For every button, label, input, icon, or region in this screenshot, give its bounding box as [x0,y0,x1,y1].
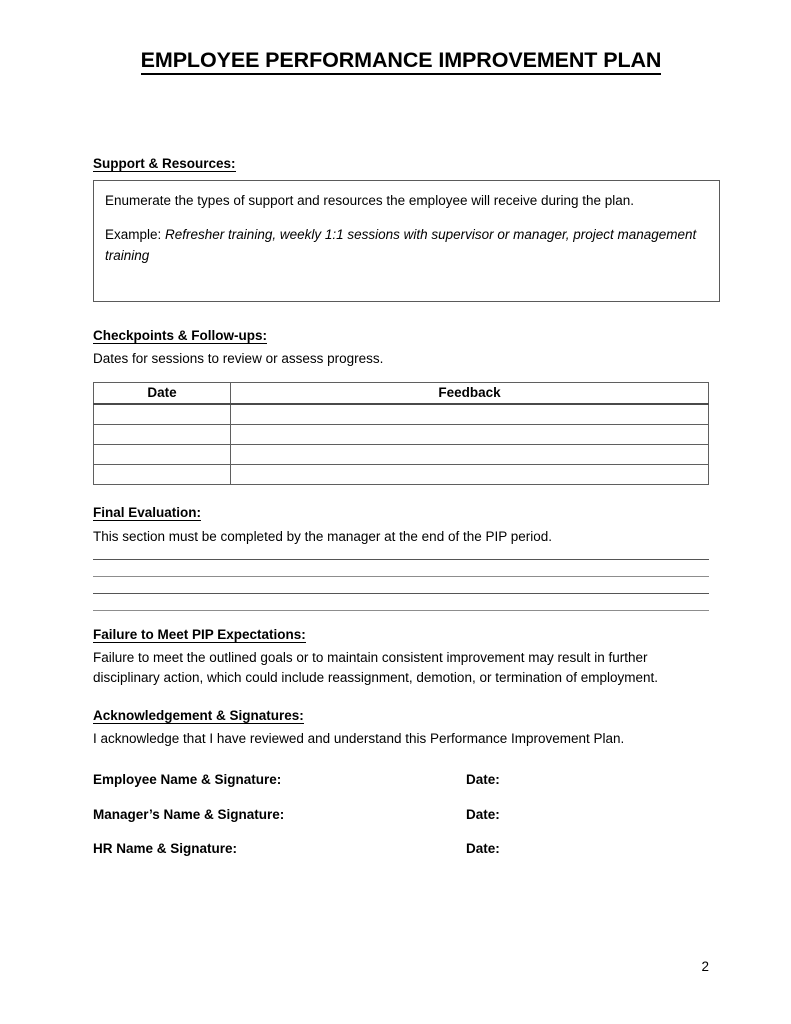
support-resources-example-text: Refresher training, weekly 1:1 sessions with supervisor or manager, project management training [105,227,697,263]
signature-block [93,771,709,858]
cell-date[interactable] [94,424,231,444]
blank-write-line[interactable] [93,593,709,594]
column-header-date: Date [94,382,231,404]
table-row [94,424,709,444]
signature-row-employee [93,771,709,789]
acknowledgement-body: I acknowledge that I have reviewed and understand this Performance Improvement Plan. [93,731,625,747]
final-evaluation-heading-text: Final Evaluation: [93,504,202,520]
hr-date-label: Date: [466,841,500,857]
checkpoints-heading-text: Checkpoints & Follow-ups: [93,327,267,343]
cell-date[interactable] [94,444,231,464]
manager-signature-label: Manager’s Name & Signature: [93,806,285,822]
checkpoints-table [93,382,709,485]
table-header-row [94,382,709,404]
support-resources-example [105,225,707,266]
support-resources-example-label: Example: [105,227,166,243]
acknowledgement-heading-text: Acknowledgement & Signatures: [93,708,304,724]
support-resources-heading-text: Support & Resources: [93,155,236,171]
failure-expectations-body: Failure to meet the outlined goals or to maintain consistent improvement may result in further disciplinary action, which could include reassignment, demotion, or termination of employment. [93,649,659,685]
signature-row-manager [93,806,709,824]
checkpoints-subtitle: Dates for sessions to review or assess progress. [93,351,384,367]
blank-write-line[interactable] [93,610,709,611]
support-resources-box [93,180,720,302]
page-content [93,0,709,974]
manager-date-label: Date: [466,806,500,822]
checkpoints-heading [93,328,709,345]
failure-expectations-heading [93,627,709,644]
employee-signature-label: Employee Name & Signature: [93,772,282,788]
final-evaluation-heading [93,505,709,522]
support-resources-instruction: Enumerate the types of support and resources the employee will receive during the plan. [105,192,635,208]
page-number: 2 [701,959,709,974]
signature-row-hr [93,840,709,858]
table-row [94,444,709,464]
column-header-feedback: Feedback [231,382,709,404]
blank-write-line[interactable] [93,559,709,560]
acknowledgement-heading [93,708,709,725]
cell-feedback[interactable] [231,444,709,464]
page-title [93,0,709,73]
final-evaluation-blank-lines [93,559,709,611]
blank-write-line[interactable] [93,576,709,577]
cell-feedback[interactable] [231,424,709,444]
hr-signature-label: HR Name & Signature: [93,841,238,857]
cell-date[interactable] [94,464,231,484]
cell-date[interactable] [94,404,231,425]
support-resources-heading [93,156,709,173]
cell-feedback[interactable] [231,404,709,425]
employee-date-label: Date: [466,772,500,788]
final-evaluation-subtitle: This section must be completed by the manager at the end of the PIP period. [93,528,553,544]
table-row [94,464,709,484]
cell-feedback[interactable] [231,464,709,484]
failure-expectations-heading-text: Failure to Meet PIP Expectations: [93,626,306,642]
page-title-text: EMPLOYEE PERFORMANCE IMPROVEMENT PLAN [141,48,662,75]
table-row [94,404,709,425]
